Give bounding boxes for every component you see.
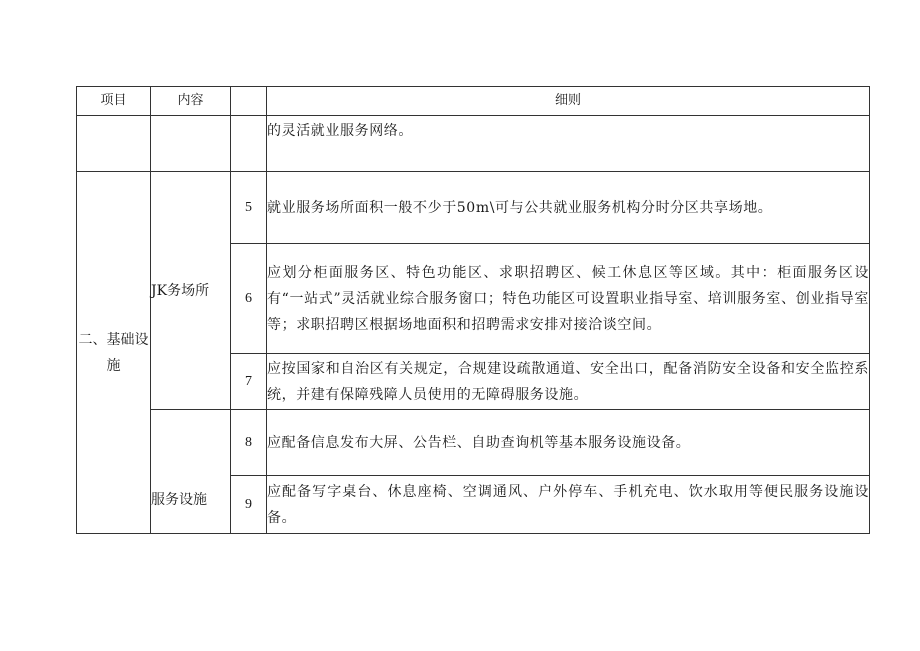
header-num (231, 87, 267, 116)
row-number: 7 (231, 354, 267, 410)
continued-detail: 的灵活就业服务网络。 (267, 116, 870, 172)
group-content: JK务场所 (151, 172, 231, 410)
continued-num-cell (231, 116, 267, 172)
header-detail: 细则 (267, 87, 870, 116)
section-item: 二、基础设施 (77, 172, 151, 534)
row-detail: 就业服务场所面积一般不少于50m\可与公共就业服务机构分时分区共享场地。 (267, 172, 870, 244)
header-row (77, 87, 870, 116)
row-detail: 应配备信息发布大屏、公告栏、自助查询机等基本服务设施设备。 (267, 410, 870, 476)
row-number: 9 (231, 476, 267, 534)
row-number: 5 (231, 172, 267, 244)
row-detail: 应配备写字桌台、休息座椅、空调通风、户外停车、手机充电、饮水取用等便民服务设施设备。 (267, 476, 870, 534)
table-row (77, 172, 870, 244)
continued-item-cell (77, 116, 151, 172)
row-detail: 应划分柜面服务区、特色功能区、求职招聘区、候工休息区等区域。其中：柜面服务区设有“一站式”灵活就业综合服务窗口；特色功能区可设置职业指导室、培训服务室、创业指导室等；求职招聘区根据场地面积和招聘需求安排对接洽谈空间。 (267, 244, 870, 354)
table-row (77, 410, 870, 476)
header-content: 内容 (151, 87, 231, 116)
row-detail: 应按国家和自治区有关规定，合规建设疏散通道、安全出口，配备消防安全设备和安全监控系统，并建有保障残障人员使用的无障碍服务设施。 (267, 354, 870, 410)
spec-table (76, 86, 870, 534)
row-number: 6 (231, 244, 267, 354)
header-item: 项目 (77, 87, 151, 116)
group-content: 服务设施 (151, 410, 231, 534)
continued-row (77, 116, 870, 172)
row-number: 8 (231, 410, 267, 476)
continued-content-cell (151, 116, 231, 172)
